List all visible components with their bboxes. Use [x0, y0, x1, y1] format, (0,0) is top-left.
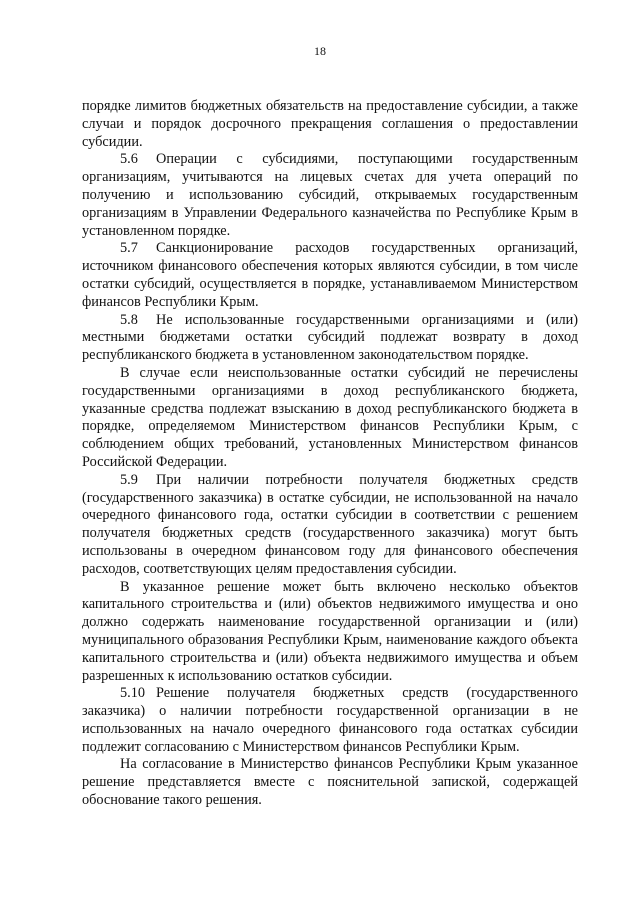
document-body [82, 98, 578, 810]
clause-text: Не использованные государственными организациями и (или) местными бюджетами остатки субсидий подлежат возврату в доход республиканского бюджета в установленном законодательством порядке. [82, 311, 578, 364]
clause-text: При наличии потребности получателя бюджетных средств (государственного заказчика) в остатке субсидии, не использованной на начало очередного финансового года, остатки субсидии в соответствии с решением получателя бюджетных средств (государственного заказчика) могут быть использованы в очередном финансовом году для финансового обеспечения расходов, соответствующих целям предоставления субсидии. [82, 471, 578, 577]
clause-5-6 [82, 151, 578, 240]
clause-5-8 [82, 312, 578, 365]
clause-5-7 [82, 240, 578, 311]
page-number: 18 [314, 44, 326, 58]
paragraph-continuation [82, 98, 578, 151]
paragraph-unspent-balances [82, 365, 578, 472]
paragraph-text: В случае если неиспользованные остатки субсидий не перечислены государственными организациями в доход республиканского бюджета, указанные средства подлежат взысканию в доход республиканского бюджета в порядке, определяемом Министерством финансов Республики Крым, с соблюдением общих требований, установленных Министерством финансов Российской Федерации. [82, 364, 578, 470]
clause-number: 5.7 [120, 240, 138, 257]
clause-number: 5.6 [120, 151, 138, 168]
clause-5-10 [82, 685, 578, 756]
paragraph-approval [82, 756, 578, 809]
clause-number: 5.8 [120, 311, 138, 328]
clause-number: 5.10 [120, 685, 146, 702]
paragraph-decision-content [82, 579, 578, 686]
paragraph-text: В указанное решение может быть включено несколько объектов капитального строительства и (или) объектов недвижимого имущества и оно должно содержать наименование государственной организации и (или) муниципального образования Республики Крым, наименование каждого объекта капитального строительства и (или) объекта недвижимого имущества и объем разрешенных к использованию остатков субсидии. [82, 578, 578, 684]
clause-text: Санкционирование расходов государственных организаций, источником финансового обеспечения которых являются субсидии, в том числе остатки субсидий, осуществляется в порядке, устанавливаемом Министерством финансов Республики Крым. [82, 240, 578, 310]
clause-text: Решение получателя бюджетных средств (государственного заказчика) о наличии потребности государственной организации в не использованных на начало очередного финансового года остатках субсидии подлежит согласованию с Министерством финансов Республики Крым. [82, 685, 578, 755]
paragraph-text: На согласование в Министерство финансов Республики Крым указанное решение представляется вместе с пояснительной запиской, содержащей обоснование такого решения. [82, 756, 578, 809]
clause-text: Операции с субсидиями, поступающими государственным организациям, учитываются на лицевых счетах для учета операций по получению и использованию субсидий, открываемых государственным организациям в Управлении Федерального казначейства по Республике Крым в установленном порядке. [82, 151, 578, 239]
paragraph-text: порядке лимитов бюджетных обязательств на предоставление субсидии, а также случаи и порядок досрочного прекращения соглашения о предоставлении субсидии. [82, 98, 578, 150]
clause-number: 5.9 [120, 471, 138, 488]
clause-5-9 [82, 472, 578, 579]
